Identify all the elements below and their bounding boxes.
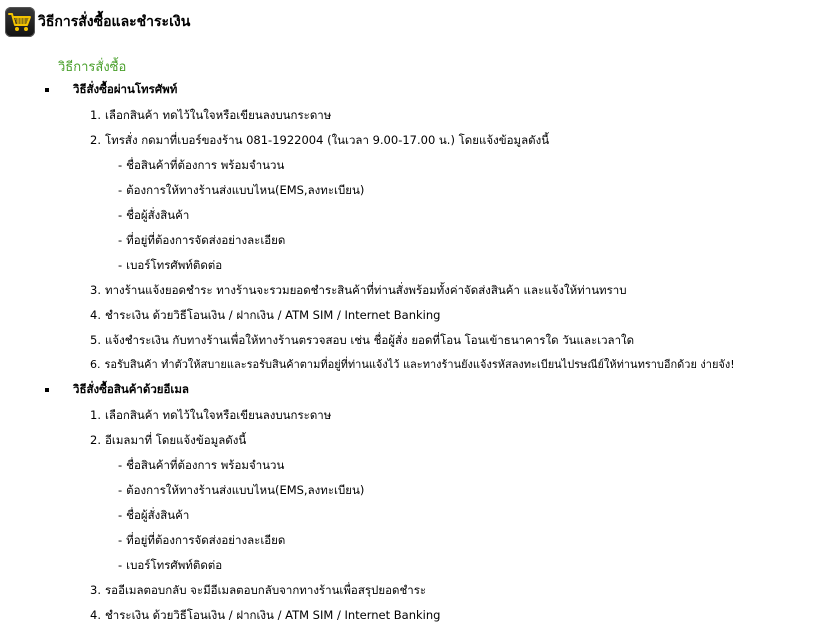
detail-item: - ที่อยู่ที่ต้องการจัดส่งอย่างละเอียด [118,233,286,247]
detail-item: - เบอร์โทรศัพท์ติดต่อ [118,558,223,572]
detail-item: - ชื่อผู้สั่งสินค้า [118,208,190,222]
shopping-cart-icon [5,7,35,37]
list-item: 3. ทางร้านแจ้งยอดชำระ ทางร้านจะรวมยอดชำระสินค้าที่ท่านสั่งพร้อมทั้งค่าจัดส่งสินค้า และแจ้งให้ท่านทราบ [90,283,627,297]
detail-item: - ที่อยู่ที่ต้องการจัดส่งอย่างละเอียด [118,533,286,547]
detail-item: - ชื่อสินค้าที่ต้องการ พร้อมจำนวน [118,458,285,472]
list-item: 4. ชำระเงิน ด้วยวิธีโอนเงิน / ฝากเงิน / ATM SIM / Internet Banking [90,308,441,322]
list-item: 3. รออีเมลตอบกลับ จะมีอีเมลตอบกลับจากทางร้านเพื่อสรุปยอดชำระ [90,583,427,597]
list-item: 2. อีเมลมาที่ โดยแจ้งข้อมูลดังนี้ [90,433,247,447]
bullet-marker [45,88,49,92]
detail-item: - ต้องการให้ทางร้านส่งแบบไหน(EMS,ลงทะเบียน) [118,483,365,497]
page-title: วิธีการสั่งซื้อและชำระเงิน [38,14,191,30]
list-item: 2. โทรสั่ง กดมาที่เบอร์ของร้าน 081-1922004 (ในเวลา 9.00-17.00 น.) โดยแจ้งข้อมูลดังนี้ [90,133,550,147]
page-header [5,6,190,38]
list-item: 1. เลือกสินค้า ทดไว้ในใจหรือเขียนลงบนกระดาษ [90,108,332,122]
section-title: วิธีการสั่งซื้อ [58,60,127,75]
list-item: 4. ชำระเงิน ด้วยวิธีโอนเงิน / ฝากเงิน / ATM SIM / Internet Banking [90,608,441,622]
detail-item: - เบอร์โทรศัพท์ติดต่อ [118,258,223,272]
detail-item: - ต้องการให้ทางร้านส่งแบบไหน(EMS,ลงทะเบียน) [118,183,365,197]
detail-item: - ชื่อผู้สั่งสินค้า [118,508,190,522]
bullet-marker [45,388,49,392]
phone-method-title: วิธีสั่งซื้อผ่านโทรศัพท์ [73,82,178,96]
detail-item: - ชื่อสินค้าที่ต้องการ พร้อมจำนวน [118,158,285,172]
list-item: 1. เลือกสินค้า ทดไว้ในใจหรือเขียนลงบนกระดาษ [90,408,332,422]
email-method-title: วิธีสั่งซื้อสินค้าด้วยอีเมล [73,382,189,396]
list-item: 6. รอรับสินค้า ทำตัวให้สบายและรอรับสินค้าตามที่อยู่ที่ท่านแจ้งไว้ และทางร้านยังแจ้งรหัสลงทะเบียนไปรษณีย์ให้ท่านทราบอีกด้วย ง่ายจัง! [90,358,735,371]
list-item: 5. แจ้งชำระเงิน กับทางร้านเพื่อให้ทางร้านตรวจสอบ เช่น ชื่อผู้สั่ง ยอดที่โอน โอนเข้าธนาคารใด วันและเวลาใด [90,333,635,347]
